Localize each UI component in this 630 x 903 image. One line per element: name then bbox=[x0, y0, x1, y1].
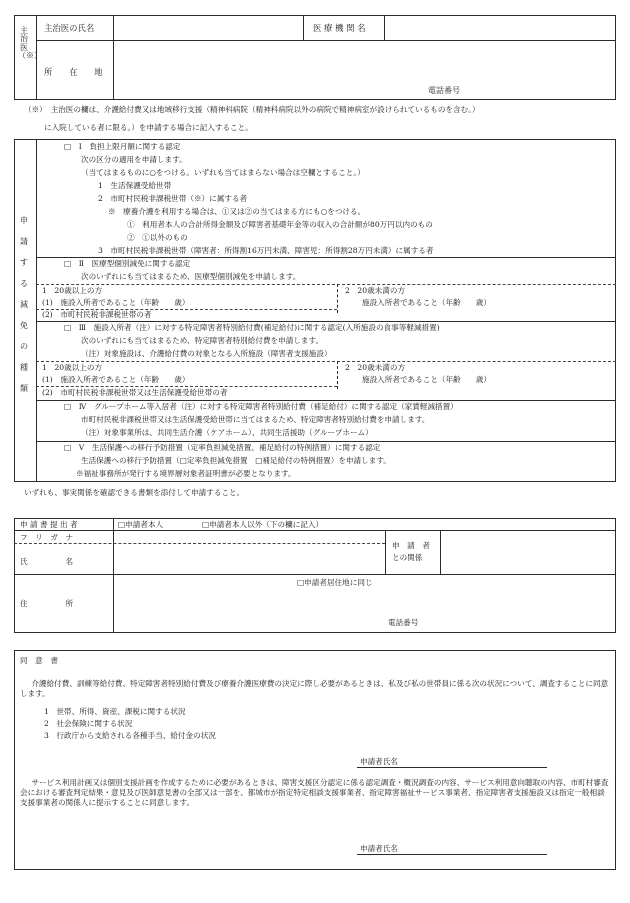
reduction-side-label: 申請する減免の種類 bbox=[20, 216, 28, 393]
divider bbox=[337, 361, 338, 389]
sec1-title[interactable]: □ Ⅰ 負担上限月額に関する認定 bbox=[64, 142, 181, 151]
signature-label-1: 申請者氏名 bbox=[360, 757, 398, 766]
sec4-line: （注）対象事業所は、共同生活介護（ケアホーム）、共同生活援助（グループホーム） bbox=[81, 428, 373, 437]
sec5-line: ※福祉事務所が発行する境界層対象者証明書が必要となります。 bbox=[76, 469, 296, 478]
same-address-checkbox[interactable]: □申請者居住地に同じ bbox=[297, 578, 373, 587]
sec2-left: (2) 市町村民税非課税世帯の者 bbox=[42, 310, 152, 319]
signature-line-1[interactable] bbox=[357, 767, 547, 768]
sec3-right: 2 20歳未満の方 bbox=[345, 363, 406, 372]
submitter-phone-label: 電話番号 bbox=[388, 618, 419, 627]
divider bbox=[36, 321, 616, 322]
sec5-line[interactable]: 生活保護への移行予防措置（□定率負担減免措置 □補足給付の特例措置）を申請します。 bbox=[81, 456, 391, 465]
physician-address-field[interactable] bbox=[114, 41, 614, 83]
relation-field[interactable] bbox=[441, 531, 615, 573]
sec2-left: (1) 施設入所者であること（年齢 歳） bbox=[42, 298, 190, 307]
submitter-address-field[interactable] bbox=[114, 590, 614, 614]
sec3-left: 1 20歳以上の方 bbox=[42, 363, 103, 372]
sec1-option[interactable]: 3 市町村民税非課税世帯（障害者：所得割16万円未満、障害児：所得割28万円未満）に属する者 bbox=[98, 246, 434, 255]
institution-field[interactable] bbox=[385, 16, 615, 39]
divider bbox=[36, 257, 616, 258]
phone-label: 電話番号 bbox=[428, 86, 460, 95]
sec5-title[interactable]: □ Ⅴ 生活保護への移行予防措置（定率負担減免措置、補足給付の特例措置）に関する認定 bbox=[64, 443, 381, 452]
sec3-left: (2) 市町村民税非課税世帯又は生活保護受給世帯の者 bbox=[42, 388, 228, 397]
relation-label: 申 請 者 との関係 bbox=[392, 541, 430, 563]
consent-title: 同 意 書 bbox=[20, 656, 58, 665]
physician-name-field[interactable] bbox=[114, 16, 302, 39]
consent-item-3: 3 行政庁から支給される各種手当、給付金の状況 bbox=[44, 731, 216, 740]
submitter-label: 申 請 書 提 出 者 bbox=[20, 520, 78, 529]
sec3-left: (1) 施設入所者であること（年齢 歳） bbox=[42, 375, 190, 384]
sec4-title[interactable]: □ Ⅳ グループホーム等入居者（注）に対する特定障害者特別給付費（補足給付）に関する認定（家賃軽減措置） bbox=[64, 402, 458, 411]
sec3-line: （注）対象施設は、介護給付費の対象となる入所施設（障害者支援施設） bbox=[81, 349, 332, 358]
physician-note-line1: （※） 主治医の欄は、介護給付費又は地域移行支援（精神科病院（精神科病院以外の病院で精神病室が設けられているものを含む。） bbox=[24, 105, 480, 114]
sec3-title[interactable]: □ Ⅲ 施設入所者（注）に対する特定障害者特別給付費(補足給付)に関する認定(入所施設の食事等軽減措置) bbox=[64, 323, 440, 332]
divider bbox=[36, 361, 616, 362]
attach-note: いずれも、事実関係を確認できる書類を添付して申請すること。 bbox=[24, 488, 245, 497]
consent-paragraph-2: サービス利用計画又は個別支援計画を作成するために必要があるときは、障害支援区分認定に係る認定調査・概況調査の内容、サービス利用意向聴取の内容、市町村審査会における審査判定結果・意見及び医師意見書の全部又は一部を、都城市が指定特定相談支援事業者、指定障害福祉サービス事業者、指定障害者支援施設又は指定一般相談支援事業者の関係人に提示することに同意します。 bbox=[20, 778, 609, 807]
signature-label-2: 申請者氏名 bbox=[360, 844, 398, 853]
divider bbox=[14, 574, 616, 575]
divider bbox=[385, 530, 386, 574]
institution-label: 医 療 機 関 名 bbox=[313, 23, 366, 33]
divider bbox=[36, 284, 616, 285]
furigana-field[interactable] bbox=[114, 531, 384, 542]
opt-self-checkbox[interactable]: □申請者本人 bbox=[118, 520, 164, 529]
sec2-title[interactable]: □ Ⅱ 医療型個別減免に関する認定 bbox=[64, 259, 191, 268]
sec1-line: （当てはまるものに○をつける。いずれも当てはまらない場合は空欄とすること。） bbox=[81, 168, 365, 177]
sec2-right: 2 20歳未満の方 bbox=[345, 286, 406, 295]
divider bbox=[337, 284, 338, 313]
consent-item-1: 1 世帯、所得、資産、課税に関する状況 bbox=[44, 707, 186, 716]
sec1-line: 次の区分の適用を申請します。 bbox=[81, 155, 187, 164]
physician-side-label: 主治医（※） bbox=[18, 26, 42, 61]
furigana-label: フ リ ガ ナ bbox=[20, 533, 74, 542]
divider bbox=[36, 139, 37, 482]
consent-item-2: 2 社会保険に関する状況 bbox=[44, 719, 133, 728]
divider bbox=[36, 441, 616, 442]
sec1-line: ※ 療養介護を利用する場合は、①又は②の当てはまる方にも○をつける。 bbox=[108, 207, 366, 216]
sec3-right: 施設入所者であること（年齢 歳） bbox=[362, 375, 492, 384]
consent-paragraph-1: 介護給付費、訓練等給付費、特定障害者特別給付費及び療養介護医療費の決定に際し必要があるときは、私及び私の世帯員に係る次の状況について、調査することに同意します。 bbox=[20, 679, 609, 698]
submitter-name-label: 氏 名 bbox=[20, 557, 74, 566]
submitter-address-label: 住 所 bbox=[20, 599, 74, 608]
sec2-left: 1 20歳以上の方 bbox=[42, 286, 103, 295]
sec1-option[interactable]: ① 利用者本人の合計所得金額及び障害者基礎年金等の収入の合計額が80万円以内のもの bbox=[127, 220, 433, 229]
physician-note-line2: に入院している者に限る。）を申請する場合に記入すること。 bbox=[44, 123, 253, 132]
divider bbox=[36, 386, 337, 387]
address-label: 所 在 地 bbox=[44, 67, 103, 77]
divider bbox=[303, 15, 304, 40]
signature-line-2[interactable] bbox=[357, 854, 547, 855]
divider bbox=[36, 400, 616, 401]
sec1-option[interactable]: 2 市町村民税非課税世帯（※）に属する者 bbox=[98, 194, 248, 203]
sec1-option[interactable]: ② ①以外のもの bbox=[127, 233, 188, 242]
physician-name-label: 主治医の氏名 bbox=[44, 23, 95, 33]
sec2-line: 次のいずれにも当てはまるため、医療型個別減免を申請します。 bbox=[81, 272, 301, 281]
sec4-line: 市町村民税非課税世帯又は生活保護受給世帯に当てはまるため、特定障害者特別給付費を申請します。 bbox=[81, 415, 430, 424]
sec3-line: 次のいずれにも当てはまるため、特定障害者特別給付費を申請します。 bbox=[81, 336, 324, 345]
opt-other-checkbox[interactable]: □申請者本人以外（下の欄に記入） bbox=[202, 520, 324, 529]
sec1-option[interactable]: 1 生活保護受給世帯 bbox=[98, 181, 172, 190]
submitter-name-field[interactable] bbox=[114, 544, 384, 573]
sec2-right: 施設入所者であること（年齢 歳） bbox=[362, 298, 492, 307]
